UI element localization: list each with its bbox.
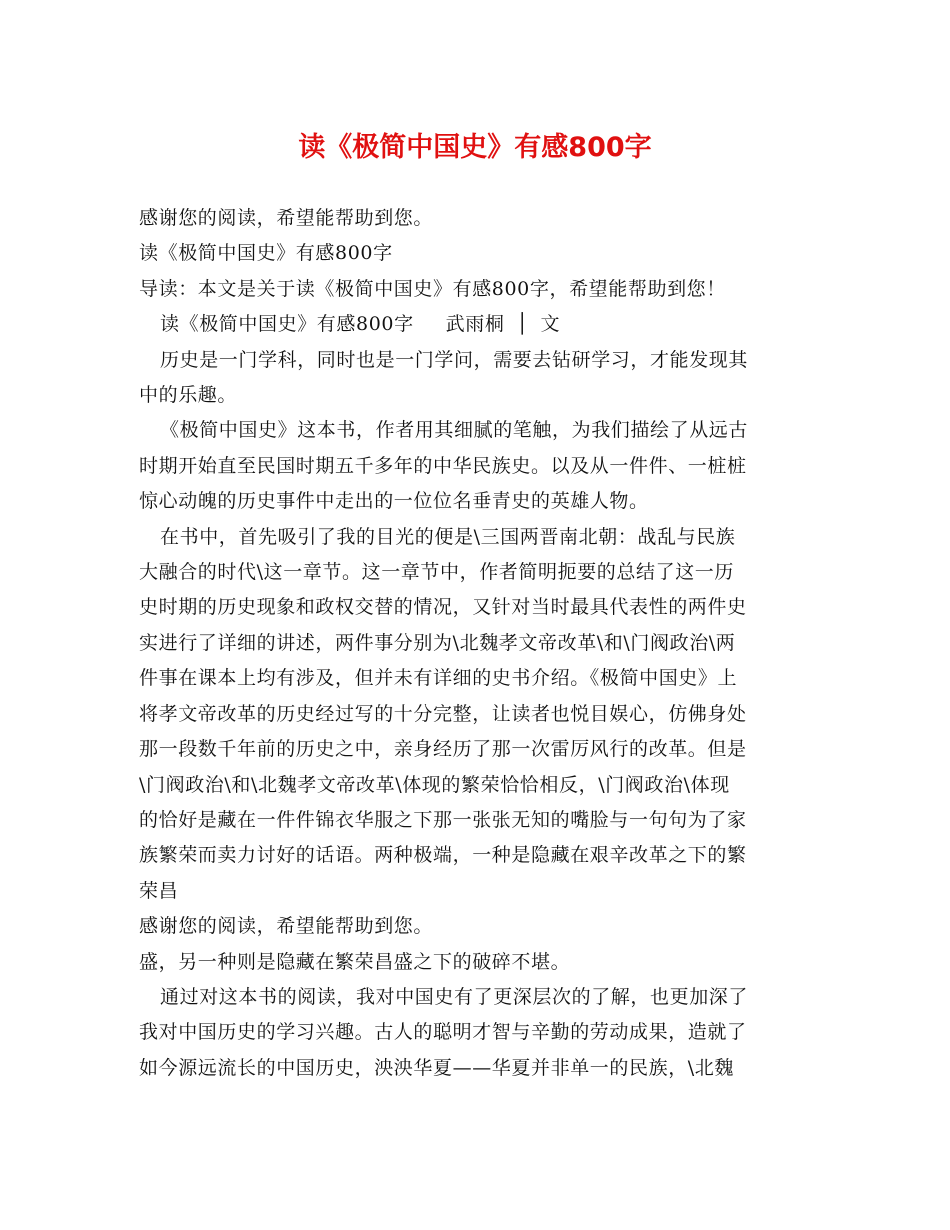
paragraph-line: 大融合的时代\这一章节。这一章节中，作者简明扼要的总结了这一历 <box>139 561 735 584</box>
paragraph-2 <box>139 413 815 519</box>
byline <box>139 307 815 342</box>
paragraph-line: 史时期的历史现象和政权交替的情况，又针对当时最具代表性的两件史 <box>139 596 747 619</box>
paragraph-4 <box>139 980 815 1086</box>
paragraph-line: 《极简中国史》这本书，作者用其细腻的笔触，为我们描绘了从远古 <box>160 419 749 442</box>
paragraph-line: 在书中，首先吸引了我的目光的便是\三国两晋南北朝：战乱与民族 <box>160 525 736 548</box>
paragraph-1 <box>139 343 815 414</box>
continuation-line: 盛，另一种则是隐藏在繁荣昌盛之下的破碎不堪。 <box>139 950 571 973</box>
paragraph-line: 通过对这本书的阅读，我对中国史有了更深层次的了解，也更加深了 <box>160 985 749 1008</box>
paragraph-line: 那一段数千年前的历史之中，亲身经历了那一次雷厉风行的改革。但是 <box>139 738 747 761</box>
mid-thanks: 感谢您的阅读，希望能帮助到您。 <box>139 915 434 938</box>
byline-article-title: 读《极简中国史》有感800字 <box>160 313 414 336</box>
paragraph-line: 将孝文帝改革的历史经过写的十分完整，让读者也悦目娱心，仿佛身处 <box>139 702 747 725</box>
byline-suffix: 文 <box>540 313 561 336</box>
document-subtitle: 读《极简中国史》有感800字 <box>139 242 393 265</box>
paragraph-line: 的恰好是藏在一件件锦衣华服之下那一张张无知的嘴脸与一句句为了家 <box>139 808 747 831</box>
paragraph-3 <box>139 520 815 909</box>
paragraph-line: 历史是一门学科，同时也是一门学问，需要去钻研学习，才能发现其 <box>160 348 749 371</box>
paragraph-line: 时期开始直至民国时期五千多年的中华民族史。以及从一件件、一桩桩 <box>139 454 747 477</box>
paragraph-line: 如今源远流长的中国历史，泱泱华夏——华夏并非单一的民族，\北魏 <box>139 1056 735 1079</box>
paragraph-line: 我对中国历史的学习兴趣。古人的聪明才智与辛勤的劳动成果，造就了 <box>139 1021 747 1044</box>
paragraph-line: \门阀政治\和\北魏孝文帝改革\体现的繁荣恰恰相反，\门阀政治\体现 <box>139 773 730 796</box>
document-title: 读《极简中国史》有感800字 <box>298 132 652 163</box>
paragraph-line: 荣昌 <box>139 879 179 902</box>
byline-separator: │ <box>516 313 529 336</box>
paragraph-line: 惊心动魄的历史事件中走出的一位位名垂青史的英雄人物。 <box>139 490 649 513</box>
document-body <box>139 201 815 1086</box>
byline-author: 武雨桐 <box>445 313 505 336</box>
paragraph-line: 件事在课本上均有涉及，但并未有详细的史书介绍。《极简中国史》上 <box>139 667 738 690</box>
intro-thanks: 感谢您的阅读，希望能帮助到您。 <box>139 207 434 229</box>
paragraph-line: 实进行了详细的讲述，两件事分别为\北魏孝文帝改革\和\门阀政治\两 <box>139 631 736 654</box>
paragraph-line: 族繁荣而卖力讨好的话语。两种极端，一种是隐藏在艰辛改革之下的繁 <box>139 844 747 867</box>
guide-text: 导读：本文是关于读《极简中国史》有感800字，希望能帮助到您！ <box>139 277 726 300</box>
paragraph-line: 中的乐趣。 <box>139 384 238 407</box>
